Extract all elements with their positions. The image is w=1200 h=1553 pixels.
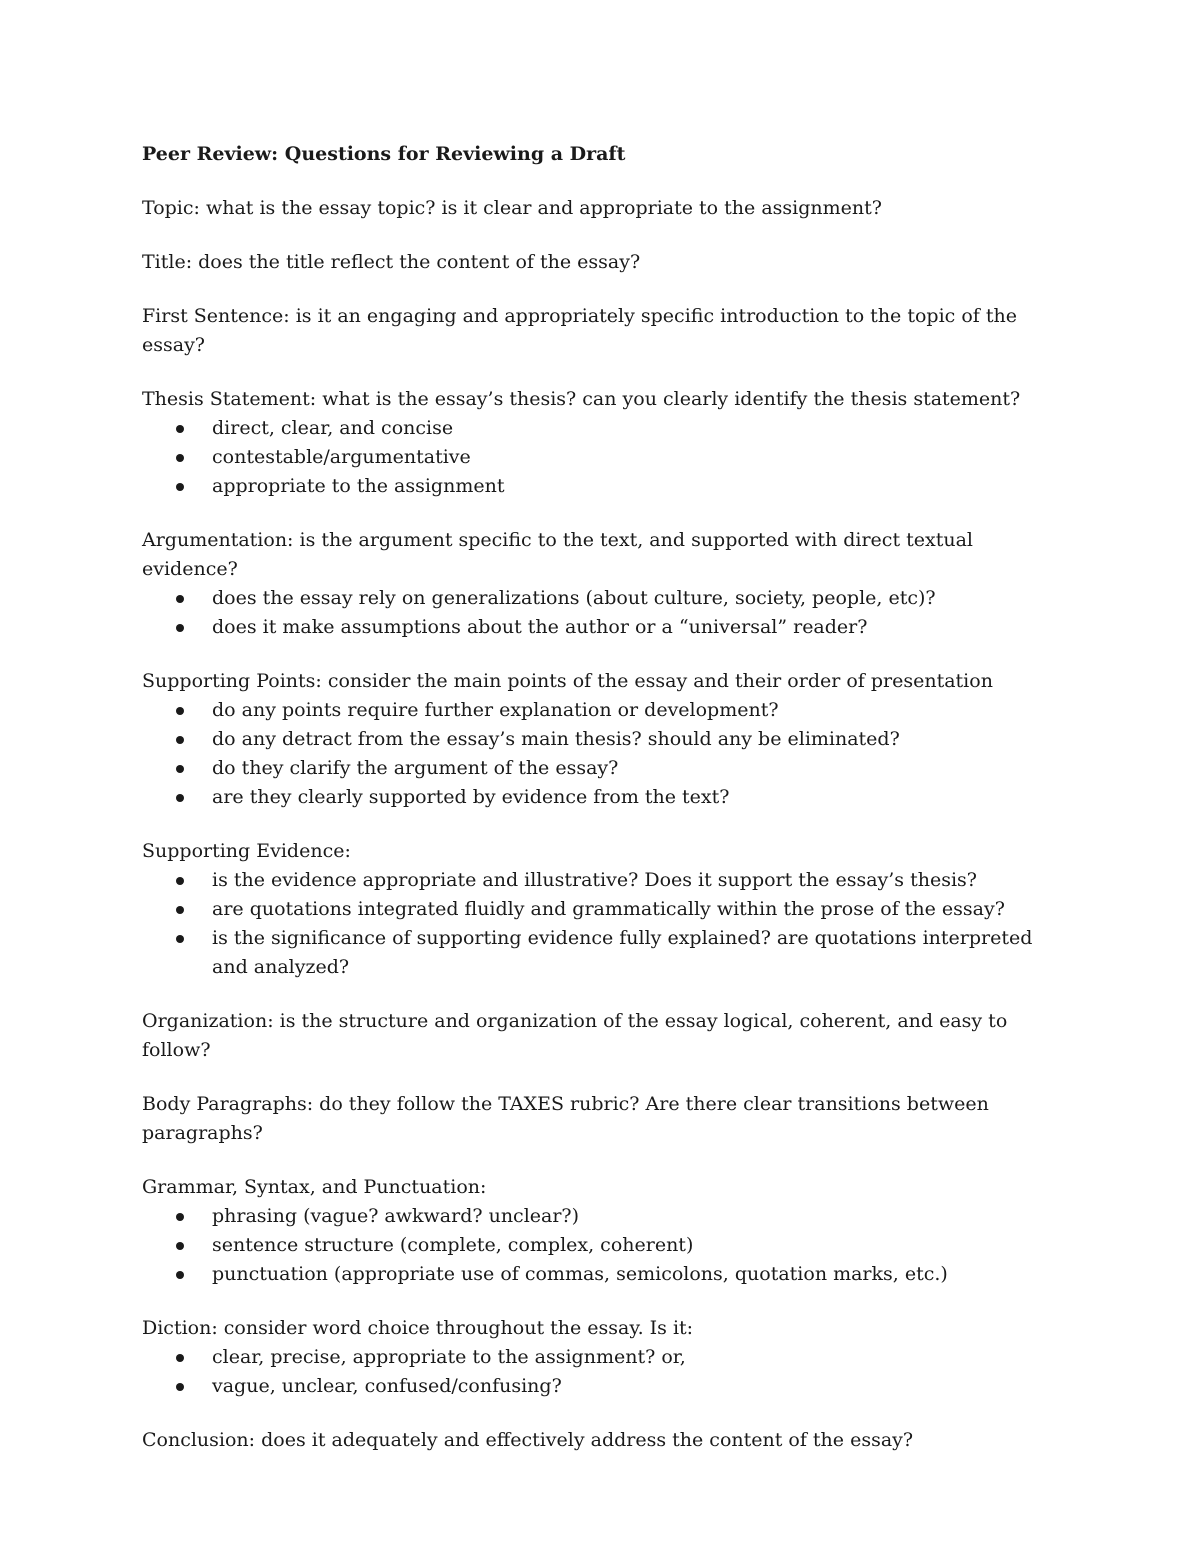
bullet-item bbox=[212, 613, 1072, 642]
bullet-text: is the evidence appropriate and illustrative? Does it support the essay’s thesis? bbox=[212, 869, 977, 891]
bullet-text: is the significance of supporting evidence fully explained? are quotations interpreted and analyzed? bbox=[212, 927, 1033, 978]
bullet-text: direct, clear, and concise bbox=[212, 417, 454, 439]
section bbox=[142, 385, 1072, 501]
bullet-dot-icon bbox=[176, 595, 184, 603]
bullet-item bbox=[212, 783, 1072, 812]
section-text: Body Paragraphs: do they follow the TAXES rubric? Are there clear transitions between paragraphs? bbox=[142, 1093, 989, 1144]
bullet-list bbox=[142, 1202, 1072, 1289]
bullet-item bbox=[212, 754, 1072, 783]
bullet-dot-icon bbox=[176, 425, 184, 433]
bullet-dot-icon bbox=[176, 454, 184, 462]
bullet-text: are quotations integrated fluidly and grammatically within the prose of the essay? bbox=[212, 898, 1005, 920]
bullet-text: phrasing (vague? awkward? unclear?) bbox=[212, 1205, 580, 1227]
section-text: Thesis Statement: what is the essay’s thesis? can you clearly identify the thesis statement? bbox=[142, 388, 1021, 410]
section bbox=[142, 1426, 1072, 1455]
bullet-item bbox=[212, 1231, 1072, 1260]
bullet-item bbox=[212, 866, 1072, 895]
bullet-dot-icon bbox=[176, 624, 184, 632]
bullet-list bbox=[142, 696, 1072, 812]
bullet-dot-icon bbox=[176, 935, 184, 943]
bullet-dot-icon bbox=[176, 1383, 184, 1391]
section bbox=[142, 837, 1072, 982]
document-page bbox=[142, 140, 1072, 1480]
bullet-item bbox=[212, 1202, 1072, 1231]
bullet-item bbox=[212, 443, 1072, 472]
document-title: Peer Review: Questions for Reviewing a Draft bbox=[142, 143, 626, 165]
section bbox=[142, 248, 1072, 277]
bullet-text: does it make assumptions about the author or a “universal” reader? bbox=[212, 616, 868, 638]
bullet-text: do any points require further explanation or development? bbox=[212, 699, 779, 721]
bullet-list bbox=[142, 584, 1072, 642]
section bbox=[142, 1314, 1072, 1401]
section bbox=[142, 1007, 1072, 1065]
bullet-dot-icon bbox=[176, 794, 184, 802]
section bbox=[142, 1090, 1072, 1148]
bullet-item bbox=[212, 584, 1072, 613]
bullet-dot-icon bbox=[176, 736, 184, 744]
section bbox=[142, 302, 1072, 360]
section-text: Conclusion: does it adequately and effectively address the content of the essay? bbox=[142, 1429, 914, 1451]
section-text: Argumentation: is the argument specific to the text, and supported with direct textual evidence? bbox=[142, 529, 973, 580]
bullet-dot-icon bbox=[176, 877, 184, 885]
bullet-text: sentence structure (complete, complex, coherent) bbox=[212, 1234, 694, 1256]
section-text: Title: does the title reflect the content of the essay? bbox=[142, 251, 641, 273]
bullet-item bbox=[212, 1372, 1072, 1401]
section-text: Diction: consider word choice throughout the essay. Is it: bbox=[142, 1317, 694, 1339]
bullet-text: contestable/argumentative bbox=[212, 446, 471, 468]
section bbox=[142, 667, 1072, 812]
bullet-item bbox=[212, 895, 1072, 924]
bullet-list bbox=[142, 866, 1072, 982]
bullet-list bbox=[142, 1343, 1072, 1401]
bullet-text: punctuation (appropriate use of commas, semicolons, quotation marks, etc.) bbox=[212, 1263, 948, 1285]
section-text: Supporting Points: consider the main points of the essay and their order of presentation bbox=[142, 670, 993, 692]
bullet-text: appropriate to the assignment bbox=[212, 475, 505, 497]
section-text: Topic: what is the essay topic? is it clear and appropriate to the assignment? bbox=[142, 197, 882, 219]
bullet-item bbox=[212, 924, 1072, 982]
bullet-dot-icon bbox=[176, 483, 184, 491]
section-text: Supporting Evidence: bbox=[142, 840, 351, 862]
bullet-text: are they clearly supported by evidence from the text? bbox=[212, 786, 730, 808]
bullet-text: clear, precise, appropriate to the assignment? or, bbox=[212, 1346, 686, 1368]
bullet-text: does the essay rely on generalizations (about culture, society, people, etc)? bbox=[212, 587, 936, 609]
bullet-item bbox=[212, 696, 1072, 725]
bullet-dot-icon bbox=[176, 1242, 184, 1250]
bullet-dot-icon bbox=[176, 1213, 184, 1221]
section-text: First Sentence: is it an engaging and appropriately specific introduction to the topic of the essay? bbox=[142, 305, 1017, 356]
section bbox=[142, 194, 1072, 223]
bullet-list bbox=[142, 414, 1072, 501]
bullet-text: do any detract from the essay’s main thesis? should any be eliminated? bbox=[212, 728, 900, 750]
section-text: Organization: is the structure and organization of the essay logical, coherent, and easy to follow? bbox=[142, 1010, 1008, 1061]
section bbox=[142, 526, 1072, 642]
section bbox=[142, 1173, 1072, 1289]
bullet-dot-icon bbox=[176, 1354, 184, 1362]
section-text: Grammar, Syntax, and Punctuation: bbox=[142, 1176, 487, 1198]
bullet-item bbox=[212, 472, 1072, 501]
bullet-text: do they clarify the argument of the essay? bbox=[212, 757, 619, 779]
bullet-dot-icon bbox=[176, 906, 184, 914]
bullet-dot-icon bbox=[176, 707, 184, 715]
bullet-dot-icon bbox=[176, 1271, 184, 1279]
bullet-text: vague, unclear, confused/confusing? bbox=[212, 1375, 562, 1397]
bullet-item bbox=[212, 1260, 1072, 1289]
bullet-item bbox=[212, 414, 1072, 443]
sections-container bbox=[142, 194, 1072, 1455]
bullet-item bbox=[212, 725, 1072, 754]
bullet-dot-icon bbox=[176, 765, 184, 773]
bullet-item bbox=[212, 1343, 1072, 1372]
